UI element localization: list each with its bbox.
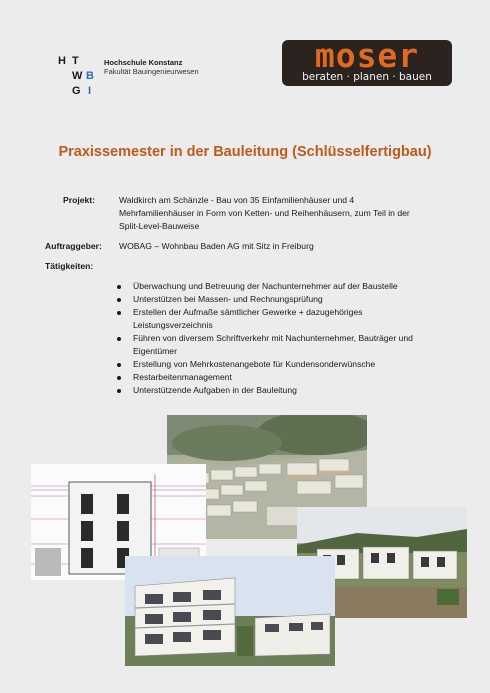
task-item: Erstellen der Aufmaße sämtlicher Gewerke + dazugehöriges bbox=[117, 306, 447, 319]
client-value: WOBAG – Wohnbau Baden AG mit Sitz in Freiburg bbox=[119, 241, 314, 251]
task-item: Restarbeitenmanagement bbox=[117, 371, 447, 384]
htwg-letter-b: B bbox=[86, 70, 94, 82]
tasks-label: Tätigkeiten: bbox=[45, 261, 94, 271]
project-line: Split-Level-Bauweise bbox=[119, 221, 200, 231]
project-description bbox=[119, 194, 449, 233]
project-line: Mehrfamilienhäuser in Form von Ketten- und Reihenhäusern, zum Teil in der bbox=[119, 208, 410, 218]
htwg-letter-i: I bbox=[88, 85, 92, 97]
task-item: Führen von diversem Schriftverkehr mit Nachunternehmer, Bauträger und bbox=[117, 332, 447, 345]
project-line: Waldkirch am Schänzle - Bau von 35 Einfamilienhäuser und 4 bbox=[119, 195, 355, 205]
apartment-building-photo bbox=[125, 556, 335, 666]
task-item: Unterstützen bei Massen- und Rechnungsprüfung bbox=[117, 293, 447, 306]
htwg-letter-w: W bbox=[72, 70, 83, 82]
task-item-continuation: Eigentümer bbox=[133, 346, 177, 356]
project-label: Projekt: bbox=[63, 195, 95, 205]
htwg-letter-t: T bbox=[72, 55, 79, 67]
school-name: Hochschule Konstanz bbox=[104, 58, 183, 67]
htwg-logo bbox=[58, 56, 98, 100]
client-label: Auftraggeber: bbox=[45, 241, 102, 251]
task-item: Überwachung und Betreuung der Nachunternehmer auf der Baustelle bbox=[117, 280, 447, 293]
task-item: Erstellung von Mehrkostenangebote für Kundensonderwünsche bbox=[117, 358, 447, 371]
page-title: Praxissemester in der Bauleitung (Schlüsselfertigbau) bbox=[58, 144, 432, 160]
task-item: Unterstützende Aufgaben in der Bauleitung bbox=[117, 384, 447, 397]
task-item-continuation: Leistungsverzeichnis bbox=[133, 320, 213, 330]
moser-wordmark: moser bbox=[314, 36, 420, 75]
htwg-name-block bbox=[104, 58, 244, 76]
htwg-letter-h: H bbox=[58, 55, 66, 67]
tasks-list bbox=[117, 280, 447, 397]
htwg-letter-g: G bbox=[72, 85, 81, 97]
faculty-name: Fakultät Bauingenieurwesen bbox=[104, 67, 199, 76]
moser-tagline: beraten · planen · bauen bbox=[302, 71, 432, 83]
